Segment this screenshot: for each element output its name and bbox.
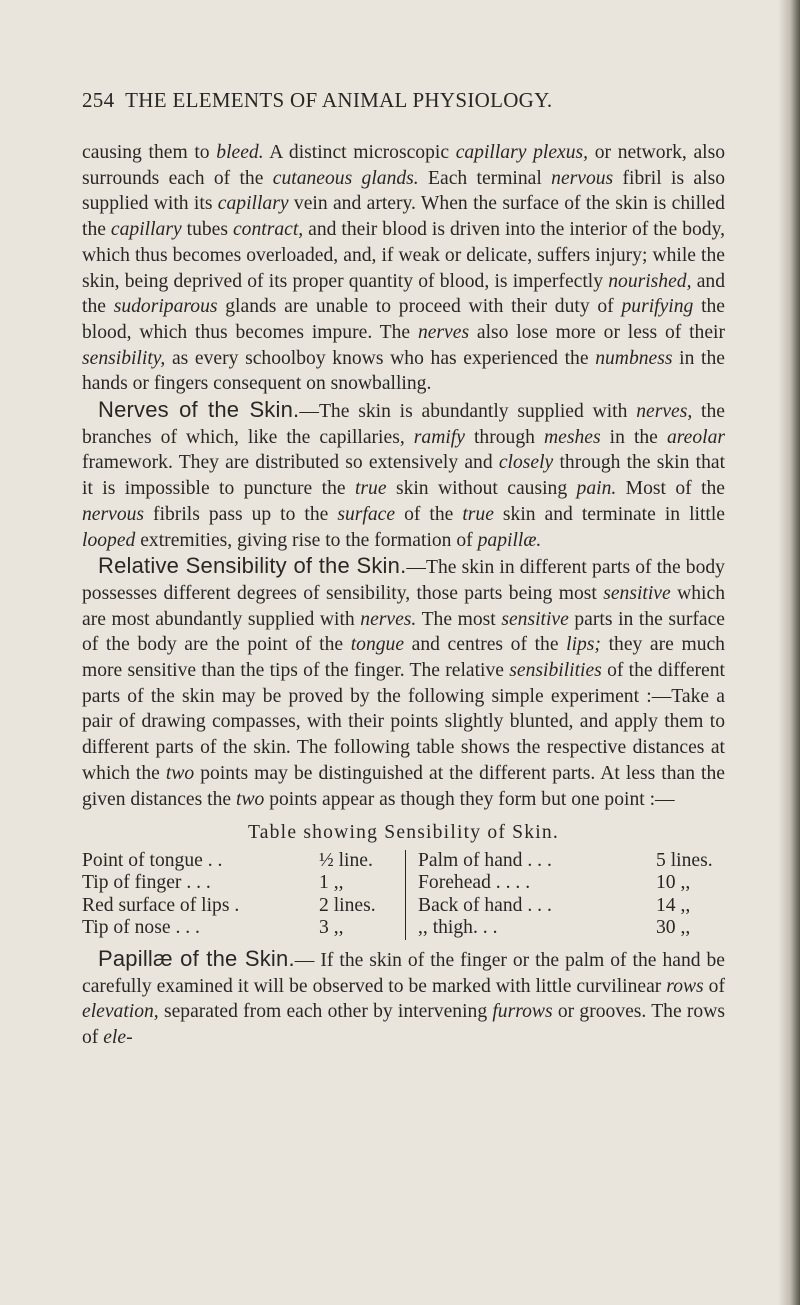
- text-run: A distinct microscopic: [263, 142, 456, 163]
- text-run: and centres of the: [404, 634, 567, 656]
- row-label: Tip of nose . . .: [82, 917, 200, 939]
- text-run: glands are unable to proceed with their duty of: [217, 296, 622, 318]
- row-label: ,, thigh. . .: [418, 917, 498, 939]
- italic-run: furrows: [492, 1001, 553, 1023]
- table-row: [418, 895, 718, 918]
- paragraph-capillaries: [82, 140, 725, 397]
- text-run: also lose more or less of their: [469, 321, 725, 343]
- row-label: Palm of hand . . .: [418, 849, 552, 871]
- text-run: skin and terminate in little: [493, 503, 725, 525]
- text-run: through the skin that it is impossible to puncture the: [82, 452, 726, 500]
- italic-run: cutaneous glands.: [272, 167, 419, 189]
- text-run: the branches of which, like the capillaries,: [82, 401, 725, 448]
- italic-run: papillæ.: [477, 529, 542, 551]
- italic-run: sensibilities: [509, 660, 602, 682]
- italic-run: true: [354, 478, 387, 500]
- row-label: Back of hand . . .: [418, 894, 552, 916]
- paragraph-papillae: [82, 946, 725, 1051]
- text-run: fibrils pass up to the: [144, 503, 338, 525]
- row-value: 3 ,,: [319, 917, 344, 939]
- text-run: points appear as though they form but one point :—: [264, 788, 675, 810]
- text-run: through: [464, 426, 544, 448]
- text-run: in the: [600, 426, 667, 448]
- page-body: [82, 140, 725, 1051]
- italic-run: lips;: [566, 634, 601, 656]
- text-run: causing them to: [82, 142, 217, 163]
- text-run: skin without causing: [386, 478, 577, 500]
- italic-run: numbness: [595, 347, 673, 369]
- italic-run: nerves,: [636, 401, 693, 423]
- section-heading-sensibility: Relative Sensibility of the Skin.: [98, 553, 407, 579]
- italic-run: ele-: [103, 1027, 133, 1049]
- text-run: —The skin in different parts of the body possesses different degrees of sensibility, those parts being most: [82, 557, 725, 604]
- row-value: 14 ,,: [656, 894, 691, 916]
- text-run: The most: [416, 608, 502, 630]
- italic-run: closely: [498, 452, 554, 474]
- text-run: parts in the surface of the body are the point of the: [82, 608, 725, 656]
- table-row: [418, 850, 718, 873]
- text-run: extremities, giving rise to the formation of: [135, 529, 478, 551]
- italic-run: capillary plexus,: [455, 142, 589, 163]
- text-run: separated from each other by intervening: [158, 1001, 493, 1023]
- table-row: [418, 872, 718, 895]
- row-value: 10 ,,: [656, 872, 691, 894]
- italic-run: looped: [82, 529, 136, 551]
- page-edge-shadow: [778, 0, 800, 1305]
- italic-run: true: [462, 503, 494, 525]
- table-row: [82, 895, 397, 918]
- italic-run: pain.: [576, 478, 617, 500]
- text-run: which are most abundantly supplied with: [82, 582, 725, 630]
- table-left-column: [82, 850, 406, 940]
- text-run: of: [703, 975, 725, 997]
- row-label: Point of tongue . .: [82, 849, 223, 871]
- sensibility-table: [82, 850, 725, 940]
- text-run: vein and artery. When the surface of the skin is chilled the: [82, 193, 725, 241]
- section-heading-papillae: Papillæ of the Skin.: [98, 945, 295, 971]
- text-run: points may be distinguished at the different parts. At less than the given distances the: [82, 762, 725, 810]
- italic-run: tongue: [350, 634, 405, 656]
- italic-run: nerves: [417, 321, 470, 343]
- text-run: tubes: [181, 219, 233, 241]
- italic-run: areolar: [666, 426, 725, 448]
- text-run: or network, also surrounds each of the: [82, 142, 726, 189]
- italic-run: two: [165, 762, 195, 784]
- row-value: 30 ,,: [656, 917, 691, 939]
- row-label: Forehead . . . .: [418, 872, 531, 894]
- text-run: Most of the: [616, 478, 726, 500]
- italic-run: sensitive: [603, 582, 671, 604]
- running-header: [82, 88, 722, 113]
- table-row: [82, 917, 397, 940]
- italic-run: nervous: [551, 167, 614, 189]
- page-number: 254: [82, 88, 115, 112]
- text-run: they are much more sensitive than the tips of the finger. The relative: [82, 634, 725, 682]
- table-row: [82, 850, 397, 873]
- italic-run: capillary: [110, 219, 182, 241]
- italic-run: elevation,: [82, 1001, 159, 1023]
- text-run: as every schoolboy knows who has experienced the: [165, 347, 596, 369]
- text-run: — If the skin of the finger or the palm of the hand be carefully examined it will be observed to be marked with little curvilinear: [82, 949, 726, 997]
- table-title: Table showing Sensibility of Skin.: [247, 822, 560, 844]
- italic-run: rows: [666, 975, 704, 997]
- italic-run: ramify: [413, 426, 465, 448]
- text-run: Each terminal: [418, 167, 552, 189]
- table-right-column: [406, 850, 718, 940]
- text-run: —The skin is abundantly supplied with: [299, 401, 637, 423]
- italic-run: purifying: [621, 296, 694, 318]
- row-label: Tip of finger . . .: [82, 872, 211, 894]
- italic-run: nervous: [82, 503, 145, 525]
- italic-run: capillary: [217, 193, 289, 215]
- italic-run: sensibility,: [82, 347, 166, 369]
- text-run: or grooves. The rows of: [82, 1001, 725, 1049]
- paragraph-nerves-of-skin: [82, 397, 725, 553]
- text-run: fibril is also supplied with its: [82, 167, 725, 215]
- running-title: THE ELEMENTS OF ANIMAL PHYSIOLOGY.: [125, 88, 553, 112]
- italic-run: sudoriparous: [113, 296, 218, 318]
- text-run: in the hands or fingers consequent on snowballing.: [82, 347, 725, 395]
- row-value: 1 ,,: [319, 872, 344, 894]
- text-run: the blood, which thus becomes impure. The: [82, 296, 726, 343]
- section-heading-nerves: Nerves of the Skin.: [98, 397, 300, 423]
- italic-run: contract,: [232, 219, 304, 241]
- text-run: of the different parts of the skin may be proved by the following simple experiment :—Take a pair of drawing compasses, with their points slightly blunted, and apply them to different parts of the skin. The following table shows the respective distances at which the: [82, 660, 725, 784]
- text-run: framework. They are distributed so extensively and: [82, 452, 499, 474]
- row-value: 2 lines.: [319, 894, 376, 916]
- row-value: ½ line.: [319, 849, 373, 871]
- text-run: and the: [82, 270, 725, 318]
- italic-run: two: [236, 788, 265, 810]
- italic-run: sensitive: [501, 608, 569, 630]
- italic-run: surface: [337, 503, 396, 525]
- row-value: 5 lines.: [656, 849, 713, 871]
- text-run: of the: [395, 503, 463, 525]
- italic-run: nerves.: [360, 608, 417, 630]
- row-label: Red surface of lips .: [82, 894, 240, 916]
- italic-run: meshes: [544, 426, 601, 448]
- paragraph-relative-sensibility: [82, 553, 725, 812]
- italic-run: nourished,: [608, 270, 692, 292]
- table-row: [418, 917, 718, 940]
- italic-run: bleed.: [216, 142, 264, 163]
- table-row: [82, 872, 397, 895]
- text-run: and their blood is driven into the interior of the body, which thus becomes overloaded, and, if weak or delicate, suffers injury; while the skin, being deprived of its proper quantity of blood, is imperfectly: [82, 219, 726, 292]
